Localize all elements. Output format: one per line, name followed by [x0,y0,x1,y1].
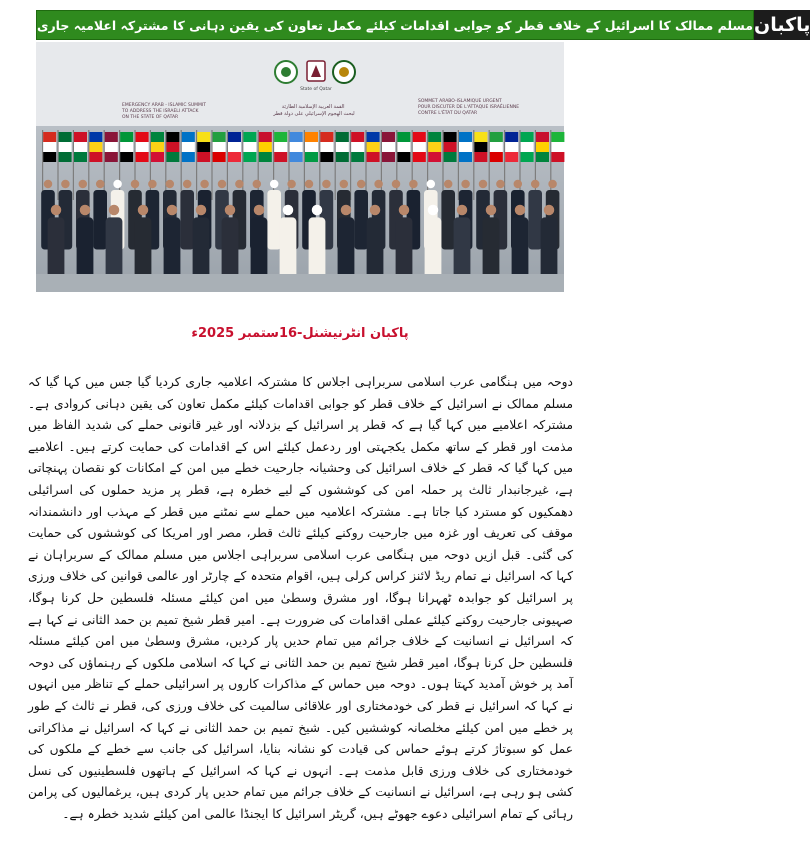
flag-stripe [551,152,564,162]
flag-stripe [474,132,487,142]
flag-stripe [259,152,272,162]
flag-stripe [213,142,226,152]
flag-stripe [43,132,56,142]
flag-stripe [74,132,87,142]
flag-stripe [428,142,441,152]
flag-stripe [336,152,349,162]
arab-league-logo-icon [333,61,355,83]
flag-pole [196,130,197,200]
flag-stripe [351,142,364,152]
flag-stripe [459,142,472,152]
flag-stripe [490,152,503,162]
flag-pole [242,130,243,200]
flag-stripe [243,132,256,142]
flag-stripe [505,132,518,142]
article-body [28,372,573,842]
flag-stripe [320,142,333,152]
flag-stripe [490,142,503,152]
flag-stripe [166,152,179,162]
flag-stripe [89,142,102,152]
flag-stripe [428,132,441,142]
flag-pole [519,130,520,200]
flag-pole [427,130,428,200]
flag-stripe [521,132,534,142]
headline-banner [36,10,810,40]
flag-stripe [459,132,472,142]
flag-stripe [336,132,349,142]
flag-pole [381,130,382,200]
banner-left-text: EMERGENCY ARAB - ISLAMIC SUMMIT TO ADDRESS THE ISRAELI ATTACK ON THE STATE OF QATAR [122,103,206,120]
flag-pole [150,130,151,200]
flag-stripe [59,132,72,142]
flag-pole [273,130,274,200]
flag-stripe [397,142,410,152]
flag-stripe [43,142,56,152]
banner-middle-text: القمة العربية الإسلامية الطارئة لبحث الهجوم الإسرائيلي على دولة قطر [273,104,355,117]
flag-stripe [290,142,303,152]
flag-stripe [505,152,518,162]
flag-pole [211,130,212,200]
flag-pole [73,130,74,200]
flag-stripe [382,132,395,142]
flag-stripe [444,152,457,162]
flag-stripe [428,152,441,162]
flag-stripe [290,152,303,162]
flag-pole [304,130,305,200]
flag-stripe [243,152,256,162]
flag-stripe [228,142,241,152]
flag-stripe [320,152,333,162]
flag-stripe [166,132,179,142]
flag-pole [504,130,505,200]
flag-stripe [74,152,87,162]
flag-stripe [151,142,164,152]
flag-pole [535,130,536,200]
flag-stripe [59,152,72,162]
carpet [36,274,564,292]
flag-pole [88,130,89,200]
flag-stripe [536,142,549,152]
flag-stripe [228,132,241,142]
flag-pole [473,130,474,200]
flag-stripe [228,152,241,162]
headline-text: مسلم ممالک کا اسرائیل کے خلاف قطر کو جوابی اقدامات کیلئے مکمل تعاون کی یقین دہانی کا مشترکہ اعلامیہ جاری [36,10,754,40]
flag-pole [119,130,120,200]
flag-stripe [197,142,210,152]
flag-stripe [136,132,149,142]
flag-stripe [474,142,487,152]
flag-stripe [444,142,457,152]
flag-stripe [397,152,410,162]
flag-stripe [336,142,349,152]
flag-stripe [182,132,195,142]
flag-stripe [105,142,118,152]
flag-pole [319,130,320,200]
flag-stripe [197,152,210,162]
article-paragraph: دوحہ میں ہنگامی عرب اسلامی سربراہی اجلاس کا مشترکہ اعلامیہ جاری کردیا گیا جس میں کہا گیا کہ مسلم ممالک نے اسرائیل کے خلاف قطر کو جوابی اقدامات کیلئے مکمل تعاون کی یقین دہانی کروادی ہے۔ مشترکہ اعلامیے میں کہا گیا ہے کہ قطر پر اسرائیل کے بزدلانہ اور غیر قانونی حملے کی شدید الفاظ میں مذمت اور قطر کے ساتھ مکمل یکجہتی اور ردعمل کیلئے اس کے اقدامات کی حمایت کرتے ہیں۔ اعلامیے میں کہا گیا کہ قطر کے خلاف اسرائیل کی وحشیانہ جارحیت خطے میں امن کے امکانات کو نقصان پہنچاتی ہے، غیرجانبدار ثالث پر حملہ امن کی کوششوں کے لیے خطرہ ہے، قطر پر مزید حملوں کی اسرائیلی دھمکیوں کو مسترد کیا جاتا ہے۔ مشترکہ اعلامیہ میں حملے سے نمٹنے میں قطر کے مہذب اور دانشمندانہ موقف کی تعریف اور غزہ میں جارحیت روکنے کیلئے ثالث قطر، مصر اور امریکا کی کوششوں کی حمایت کی گئی۔ قبل ازیں دوحہ میں ہنگامی عرب اسلامی سربراہی اجلاس میں مسلم ممالک کے سربراہان نے کہا کہ اسرائیل نے تمام ریڈ لائنز کراس کرلی ہیں، اقوام متحدہ کے چارٹر اور عالمی قوانین کی خلاف ورزی پر اسرائیل کو جوابدہ ٹھہرانا ہوگا، اور مشرق وسطیٰ میں امن کیلئے مسئلہ فلسطین حل کرنا ہوگا، صہیونی جارحیت روکنے کیلئے عملی اقدامات کی ضرورت ہے۔ امیر قطر شیخ تمیم بن حمد الثانی نے کہا ہے کہ اسرائیل نے انسانیت کے خلاف جرائم میں تمام حدیں پار کردیں، مشرق وسطیٰ میں امن کیلئے مسئلہ فلسطین حل کرنا ہوگا، امیر قطر شیخ تمیم بن حمد الثانی نے کہا کہ اسلامی ملکوں کے رہنماؤں کی دوحہ آمد پر خوش آمدید کہتا ہوں۔ دوحہ میں حماس کے مذاکرات کاروں پر اسرائیلی حملے کے تناظر میں انہوں نے کہا کہ اسرائیل نے قطر کی خودمختاری اور علاقائی سالمیت کی خلاف ورزی کی، قطر نے ثالث کے طور پر خطے میں امن کیلئے مخلصانہ کوششیں کیں۔ شیخ تمیم بن حمد الثانی نے کہا کہ اسرائیل نے مذاکراتی عمل کو سبوتاژ کرتے ہوئے حماس کی قیادت کو نشانہ بنایا، اسرائیل کی جانب سے خطے کے ملکوں کی خودمختاری کی خلاف ورزی قابل مذمت ہے۔ انہوں نے کہا کہ اسرائیل کے ہاتھوں فلسطینیوں کی نسل کشی ہو رہی ہے، اسرائیل نے انسانیت کے خلاف جرائم میں تمام حدیں پار کردی ہیں، یرغمالیوں کی پرامن رہائی کے تمام اسرائیلی دعوے جھوٹے ہیں، گریٹر اسرائیل کا ایجنڈا عالمی امن کیلئے شدید خطرہ ہے۔ [28,375,573,821]
flag-stripe [413,142,426,152]
flag-stripe [521,142,534,152]
flag-pole [458,130,459,200]
flag-stripe [151,152,164,162]
flag-stripe [305,152,318,162]
flag-stripe [536,152,549,162]
flag-stripe [120,152,133,162]
flag-stripe [551,132,564,142]
banner-right-text: SOMMET ARABO-ISLAMIQUE URGENT POUR DISCUTER DE L'ATTAQUE ISRAÉLIENNE CONTRE L'ÉTAT DU QATAR [418,99,520,116]
flag-stripe [444,132,457,142]
flag-stripe [197,132,210,142]
flag-stripe [136,152,149,162]
flag-pole [442,130,443,200]
flag-stripe [305,142,318,152]
flag-stripe [397,132,410,142]
flag-stripe [136,142,149,152]
flag-stripe [105,132,118,142]
flag-stripe [382,152,395,162]
flag-pole [335,130,336,200]
flag-pole [288,130,289,200]
flag-pole [258,130,259,200]
flag-stripe [290,132,303,142]
dateline: پاکبان انٹرنیشنل-16ستمبر 2025ء [191,326,409,341]
flag-stripe [259,142,272,152]
flag-pole [104,130,105,200]
flag-stripe [274,132,287,142]
flag-stripe [74,142,87,152]
flag-stripe [551,142,564,152]
flag-stripe [367,142,380,152]
flag-pole [489,130,490,200]
flag-pole [165,130,166,200]
flag-stripe [274,142,287,152]
flag-stripe [89,152,102,162]
flag-stripe [166,142,179,152]
flag-stripe [243,142,256,152]
flag-stripe [505,142,518,152]
flag-stripe [105,152,118,162]
flag-pole [396,130,397,200]
flag-pole [365,130,366,200]
flag-stripe [305,132,318,142]
oic-logo-icon [275,61,297,83]
flag-pole [57,130,58,200]
flag-pole [181,130,182,200]
flag-stripe [382,142,395,152]
flag-stripe [43,152,56,162]
flag-stripe [367,132,380,142]
flag-stripe [120,132,133,142]
flag-stripe [490,132,503,142]
summit-group-photo [36,42,564,292]
flag-stripe [413,152,426,162]
flag-stripe [120,142,133,152]
flag-stripe [59,142,72,152]
flag-stripe [274,152,287,162]
flag-pole [412,130,413,200]
flag-pole [350,130,351,200]
qatar-logo-caption: State of Qatar [300,87,332,92]
flag-stripe [459,152,472,162]
flag-pole [42,130,43,200]
flag-stripe [536,132,549,142]
flag-stripe [351,152,364,162]
flag-stripe [182,142,195,152]
flag-stripe [413,132,426,142]
flag-stripe [521,152,534,162]
brand-logo: پاکبان [754,10,810,40]
qatar-emblem-icon [307,61,325,81]
flag-stripe [351,132,364,142]
flag-stripe [259,132,272,142]
flag-stripe [474,152,487,162]
flag-stripe [151,132,164,142]
flag-stripe [213,152,226,162]
flag-stripe [89,132,102,142]
flag-stripe [182,152,195,162]
flag-stripe [320,132,333,142]
flag-stripe [367,152,380,162]
flag-stripe [213,132,226,142]
flag-pole [550,130,551,200]
flag-pole [134,130,135,200]
flag-pole [227,130,228,200]
